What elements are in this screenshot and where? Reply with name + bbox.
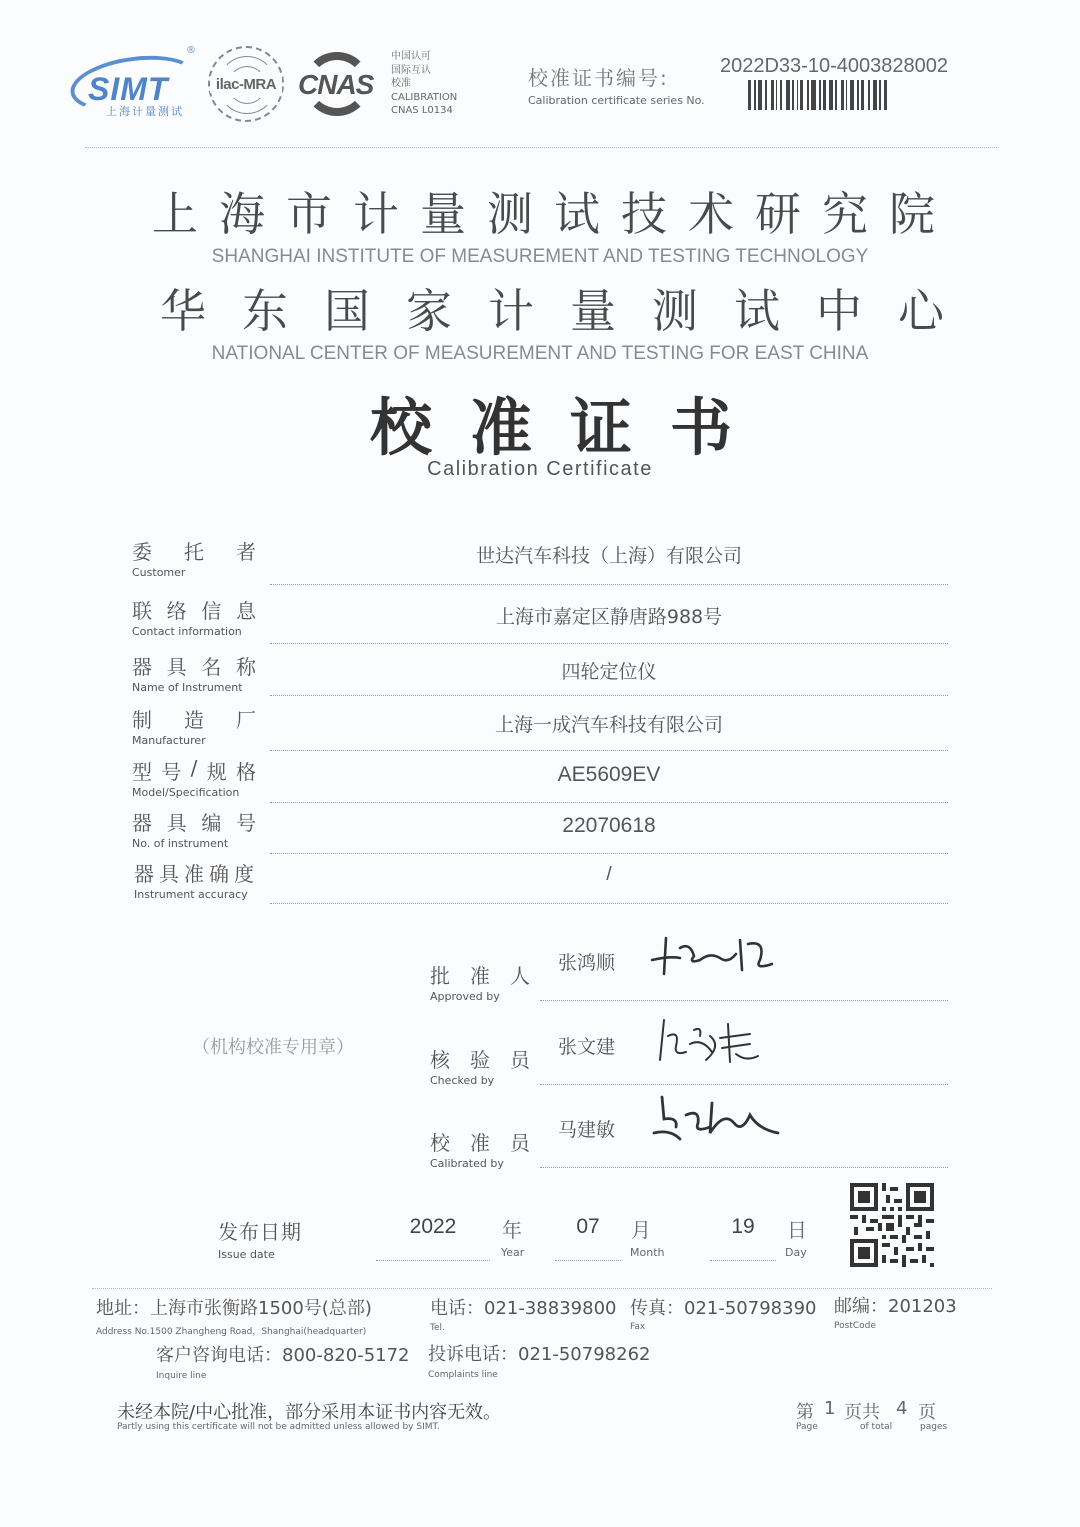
label-char: 校 [430,1131,450,1155]
cnas-logo [298,52,382,116]
label-char: 者 [236,540,256,564]
field-label-cn [132,756,256,785]
field-value: AE5609EV [557,763,661,786]
cnas-info-line: 校准 [391,78,411,89]
label-char: 具 [159,862,179,886]
signature-checked-by [0,1036,1080,1128]
label-char: 格 [236,760,256,784]
label-char: 批 [430,964,450,988]
label-char: 号 [235,811,256,835]
label-char: 验 [470,1048,490,1072]
simt-logo-subtitle: 上海计量测试 [106,105,184,118]
field-underline [270,750,948,751]
signature-label-cn [430,960,530,989]
field-underline [270,584,948,585]
label-char: 称 [235,655,256,679]
field-underline [270,853,948,854]
label-char: 编 [201,811,222,835]
label-char: 号 [161,760,182,784]
month-unit-cn: 月 [631,1218,651,1242]
signature-approved-by [0,952,1080,1044]
partial-use-notice-cn: 未经本院/中心批准，部分采用本证书内容无效。 [117,1402,502,1423]
label-char: 厂 [236,708,256,732]
cert-no-label: 校准证书编号: [528,66,669,90]
day-unit-cn: 日 [787,1218,807,1242]
label-char: 员 [510,1048,530,1072]
page-total: 4 [896,1398,908,1419]
label-char: 联 [132,599,152,623]
field-instrument-number [0,807,1080,859]
signature-underline [540,1000,948,1001]
field-label-en: Instrument accuracy [134,888,248,901]
label-char: 人 [510,964,530,988]
tel-cn: 电话：021-38839800 [430,1298,617,1319]
signature-label-cn [430,1127,530,1156]
field-value: / [606,864,612,885]
address-cn: 地址：上海市张衡路1500号(总部) [96,1298,372,1319]
label-char: 确 [209,862,229,886]
label-char: 具 [166,811,187,835]
field-customer [0,536,1080,588]
field-manufacturer [0,704,1080,756]
page-label-en: Page [796,1422,818,1432]
registered-mark-icon: ® [186,45,196,56]
label-char: 核 [430,1048,450,1072]
label-char: 准 [470,964,490,988]
label-char: 度 [234,862,254,886]
field-value: 22070618 [562,814,656,837]
label-char: 具 [166,655,187,679]
institute-name-en: SHANGHAI INSTITUTE OF MEASUREMENT AND TESTING TECHNOLOGY [211,246,869,267]
day-unit-en: Day [785,1246,807,1259]
field-value: 世达汽车科技（上海）有限公司 [475,545,742,567]
label-char: 准 [184,862,204,886]
signature-label-cn [430,1044,530,1073]
field-underline [270,903,948,904]
cnas-info-line: 中国认可 [391,51,431,62]
signatory-name: 张文建 [558,1036,616,1058]
postcode-cn: 邮编：201203 [834,1296,957,1317]
simt-logo-text: SIMT [88,71,169,107]
year-unit-cn: 年 [502,1218,522,1242]
certificate-title-en: Calibration Certificate [427,458,653,480]
cnas-logo-text: CNAS [298,69,374,100]
field-label-en: Contact information [132,625,242,638]
label-char: / [190,756,198,780]
cnas-accreditation-info [391,50,457,118]
field-label-cn [132,704,256,733]
signature-label-en: Calibrated by [430,1157,504,1170]
field-contact-information [0,595,1080,647]
label-char: 名 [201,655,222,679]
field-label-cn [132,595,256,624]
ilac-mra-logo [208,46,284,122]
center-name-cn: 华东国家计量测试中心 [160,284,980,338]
institute-name-cn: 上海市计量测试技术研究院 [152,187,956,241]
cert-no-value: 2022D33-10-4003828002 [720,55,948,77]
field-value: 四轮定位仪 [561,661,657,683]
month-unit-en: Month [630,1246,665,1259]
label-char: 造 [184,708,204,732]
field-label-en: Name of Instrument [132,681,243,694]
signature-underline [540,1167,948,1168]
label-char: 息 [235,599,256,623]
label-char: 络 [166,599,187,623]
label-char: 信 [201,599,222,623]
field-underline [270,643,948,644]
postcode-en: PostCode [834,1321,876,1331]
certificate-title-cn: 校准证书 [369,391,770,464]
page-current: 1 [824,1398,836,1419]
issue-year-value: 2022 [409,1215,457,1238]
cnas-info-line: CNAS L0134 [391,105,453,116]
ilac-logo-text: ilac-MRA [210,76,282,93]
barcode-icon [748,80,938,110]
page-suffix-cn: 页 [918,1402,936,1423]
qr-code-icon[interactable] [850,1183,934,1267]
fax-en: Fax [630,1322,646,1332]
page-mid-cn: 页共 [844,1402,880,1423]
label-char: 托 [184,540,204,564]
signature-underline [540,1084,948,1085]
simt-logo [70,45,198,123]
field-value: 上海一成汽车科技有限公司 [494,714,723,736]
institution-stamp-note: （机构校准专用章） [192,1037,354,1058]
handwritten-signature-icon [650,930,790,980]
day-underline [710,1260,776,1261]
label-char: 器 [132,655,152,679]
field-instrument-accuracy [0,858,1080,910]
field-label-cn [132,651,256,680]
of-total-label-en: of total [860,1422,893,1432]
field-label-en: Customer [132,566,186,579]
complaints-line-cn: 投诉电话：021-50798262 [428,1344,651,1365]
partial-use-notice-en: Partly using this certificate will not be admitted unless allowed by SIMT. [117,1422,440,1432]
field-label-cn [132,807,256,836]
cnas-info-line: CALIBRATION [391,91,458,103]
complaints-line-en: Complaints line [428,1370,498,1380]
page-prefix-cn: 第 [796,1402,814,1423]
label-char: 准 [470,1131,490,1155]
fax-cn: 传真：021-50798390 [630,1298,817,1319]
issue-date-label-en: Issue date [218,1248,275,1261]
header-divider [85,147,997,148]
field-value: 上海市嘉定区静唐路988号 [495,606,723,628]
signatory-name: 马建敏 [558,1119,616,1141]
inquire-line-en: Inquire line [156,1371,207,1381]
pages-label-en: pages [920,1422,948,1432]
issue-month-value: 07 [576,1215,600,1238]
label-char: 委 [132,540,152,564]
field-label-en: No. of instrument [132,837,229,850]
handwritten-signature-icon [650,1016,790,1066]
label-char: 器 [132,811,152,835]
handwritten-signature-icon [650,1093,790,1143]
year-unit-en: Year [501,1246,525,1259]
month-underline [555,1260,621,1261]
year-underline [376,1260,490,1261]
inquire-line-cn: 客户咨询电话：800-820-5172 [156,1345,410,1366]
label-char: 型 [132,760,152,784]
address-en: Address No.1500 Zhangheng Road，Shanghai(headquarter) [96,1327,367,1337]
tel-en: Tel. [430,1323,445,1333]
field-underline [270,695,948,696]
field-label-cn [134,858,254,887]
center-name-en: NATIONAL CENTER OF MEASUREMENT AND TESTING FOR EAST CHINA [211,343,869,364]
signature-label-en: Approved by [430,990,500,1003]
field-label-en: Model/Specification [132,786,240,799]
cnas-info-line: 国际互认 [391,64,431,76]
label-char: 制 [132,708,152,732]
field-model-specification [0,756,1080,808]
label-char: 规 [206,760,227,784]
label-char: 器 [134,862,154,886]
signatory-name: 张鸿顺 [558,952,616,974]
signature-label-en: Checked by [430,1074,495,1087]
footer-divider [92,1288,992,1289]
field-label-en: Manufacturer [132,734,206,747]
label-char: 员 [510,1131,530,1155]
issue-day-value: 19 [731,1215,755,1238]
field-label-cn [132,536,256,565]
cert-no-label-en: Calibration certificate series No. [528,94,705,107]
field-underline [270,802,948,803]
issue-date-label-cn: 发布日期 [218,1220,302,1244]
field-instrument-name [0,651,1080,703]
